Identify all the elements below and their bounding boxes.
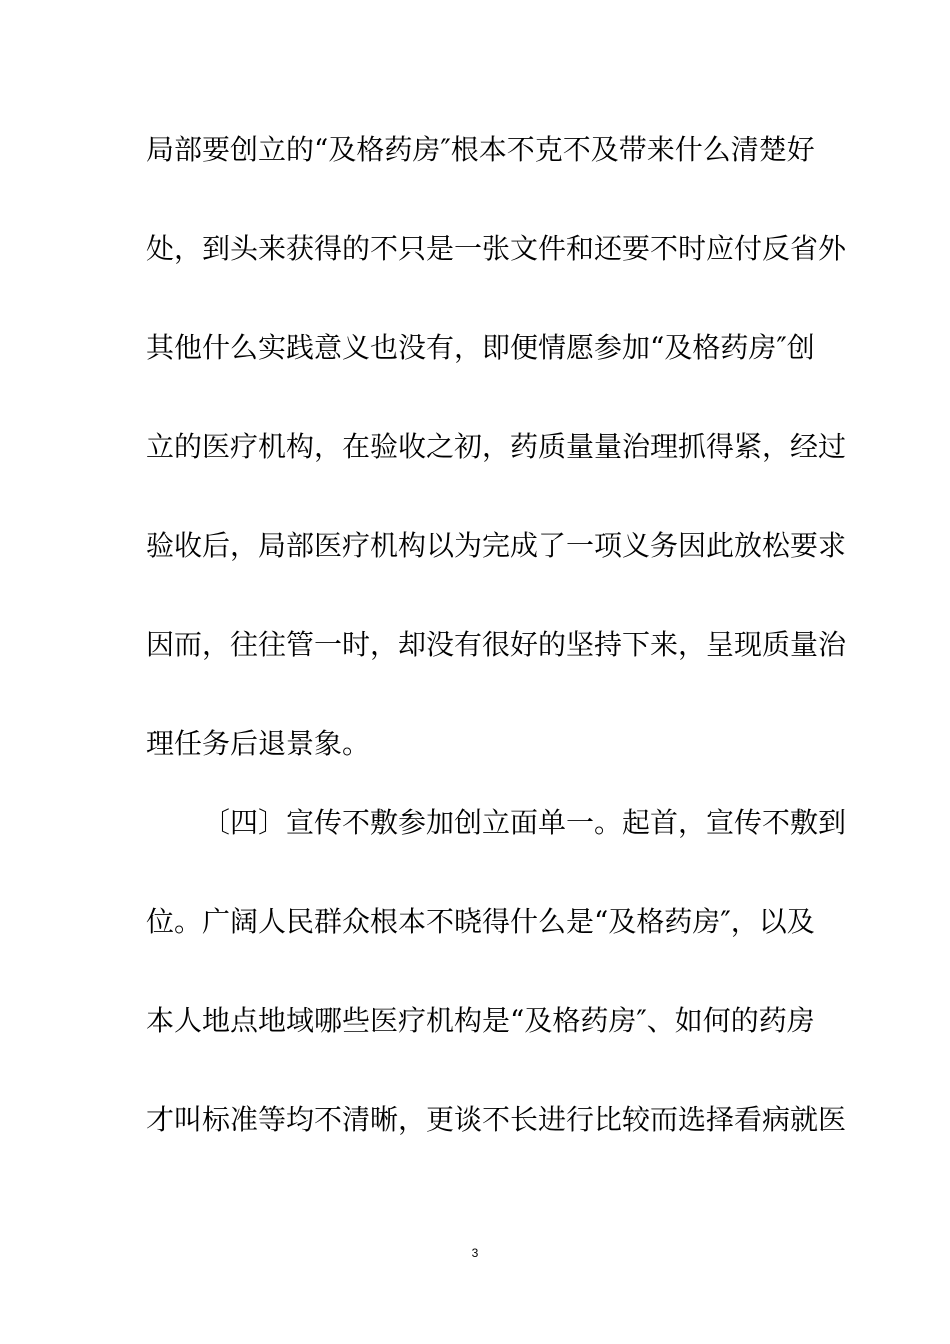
text-line-11: 才叫标准等均不清晰，更谈不长进行比较而选择看病就医 [146, 1103, 847, 1136]
text-line-6: 因而，往往管一时，却没有很好的坚持下来，呈现质量治 [146, 628, 847, 661]
page-number: 3 [471, 1246, 479, 1260]
text-line-9: 位。广阔人民群众根本不晓得什么是“及格药房″，以及 [146, 905, 815, 938]
text-line-3: 其他什么实践意义也没有，即便情愿参加“及格药房″创 [146, 331, 815, 364]
text-line-5: 验收后，局部医疗机构以为完成了一项义务因此放松要求 [146, 529, 847, 562]
text-line-10: 本人地点地域哪些医疗机构是“及格药房″、如何的药房 [146, 1004, 815, 1037]
text-line-8-section-heading: 〔四〕宣传不敷参加创立面单一。起首，宣传不敷到 [202, 806, 847, 839]
text-line-2: 处，到头来获得的不只是一张文件和还要不时应付反省外 [146, 232, 847, 265]
text-line-1: 局部要创立的“及格药房″根本不克不及带来什么清楚好 [146, 133, 815, 166]
text-line-7: 理任务后退景象。 [146, 727, 371, 760]
text-line-4: 立的医疗机构，在验收之初，药质量量治理抓得紧，经过 [146, 430, 847, 463]
